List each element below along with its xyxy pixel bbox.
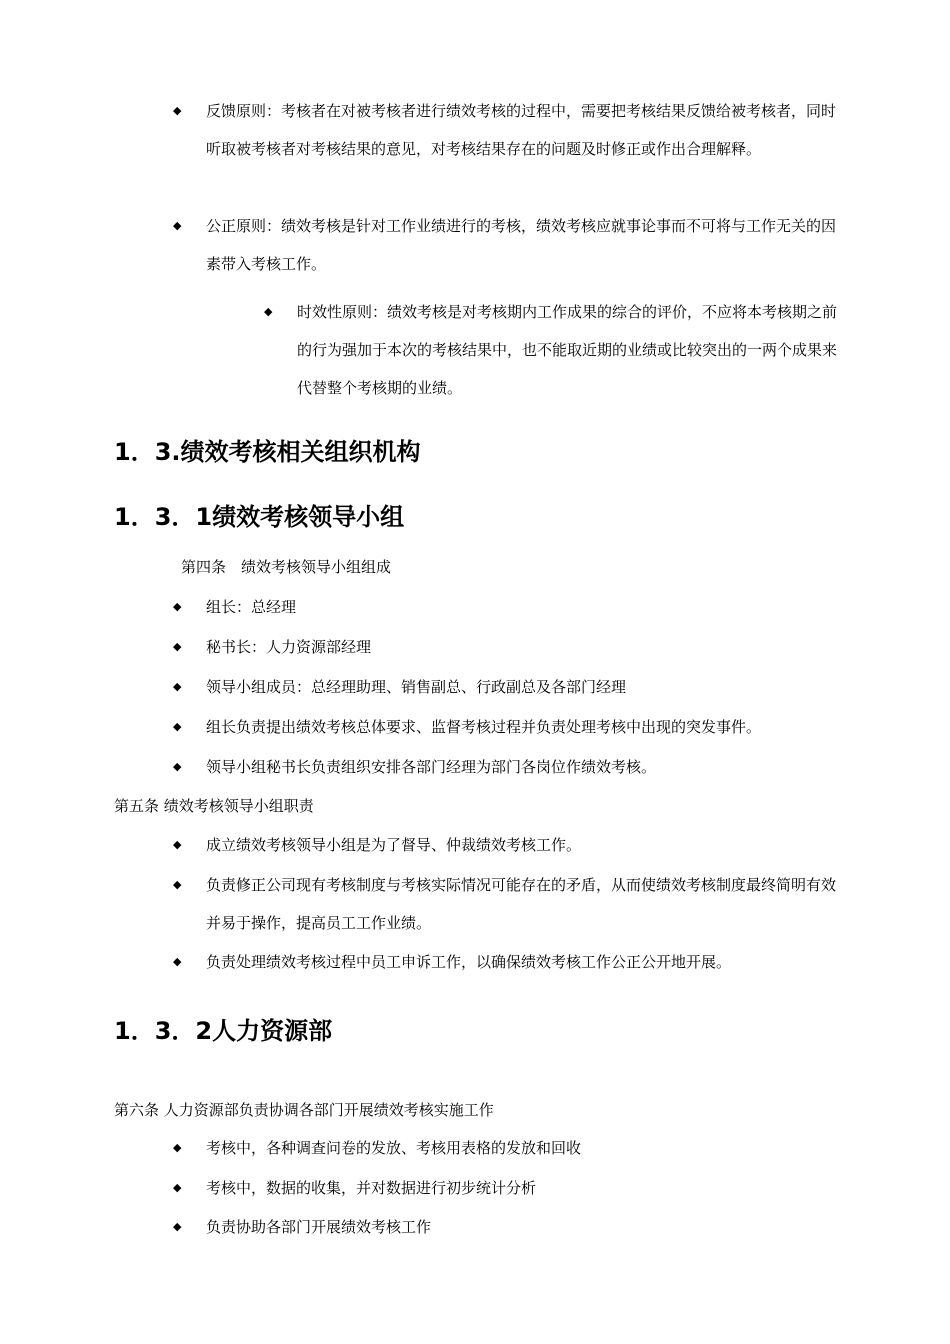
section-heading: 1．3．1绩效考核领导小组: [114, 503, 405, 531]
list-item: [173, 637, 842, 657]
list-item-text: 公正原则：绩效考核是针对工作业绩进行的考核，绩效考核应就事论事而不可将与工作无关的因素带入考核工作。: [206, 217, 837, 273]
article-title: 第五条 绩效考核领导小组职责: [114, 797, 314, 815]
diamond-bullet-icon: ◆: [173, 955, 182, 968]
list-item: [173, 1217, 842, 1237]
diamond-bullet-icon: ◆: [173, 680, 182, 693]
section-heading: 1．3.绩效考核相关组织机构: [114, 438, 421, 466]
list-item: [173, 207, 842, 283]
list-item: [173, 597, 842, 617]
diamond-bullet-icon: ◆: [173, 1141, 182, 1154]
list-item: [173, 717, 842, 737]
list-item-text: 领导小组秘书长负责组织安排各部门经理为部门各岗位作绩效考核。: [206, 758, 657, 776]
section-heading: 1．3．2人力资源部: [114, 1017, 333, 1045]
list-item-text: 考核中，数据的收集，并对数据进行初步统计分析: [206, 1179, 537, 1197]
diamond-bullet-icon: ◆: [173, 1220, 182, 1233]
list-item: [173, 952, 842, 972]
diamond-bullet-icon: ◆: [173, 104, 182, 117]
diamond-bullet-icon: ◆: [173, 760, 182, 773]
list-item-text: 秘书长：人力资源部经理: [206, 638, 372, 656]
list-item: [264, 293, 842, 407]
diamond-bullet-icon: ◆: [173, 838, 182, 851]
list-item-text: 组长负责提出绩效考核总体要求、监督考核过程并负责处理考核中出现的突发事件。: [206, 718, 762, 736]
diamond-bullet-icon: ◆: [173, 1181, 182, 1194]
list-item-text: 负责协助各部门开展绩效考核工作: [206, 1218, 432, 1236]
list-item-text: 考核中，各种调查问卷的发放、考核用表格的发放和回收: [206, 1139, 582, 1157]
list-item-text: 反馈原则：考核者在对被考核者进行绩效考核的过程中，需要把考核结果反馈给被考核者，同时听取被考核者对考核结果的意见，对考核结果存在的问题及时修正或作出合理解释。: [206, 102, 837, 158]
list-item-text: 领导小组成员：总经理助理、销售副总、行政副总及各部门经理: [206, 678, 627, 696]
list-item-text: 负责修正公司现有考核制度与考核实际情况可能存在的矛盾，从而使绩效考核制度最终简明有效并易于操作，提高员工工作业绩。: [206, 876, 837, 932]
list-item: [173, 92, 842, 168]
article-title: 第六条 人力资源部负责协调各部门开展绩效考核实施工作: [114, 1101, 494, 1119]
diamond-bullet-icon: ◆: [173, 219, 182, 232]
list-item: [173, 677, 842, 697]
list-item-text: 负责处理绩效考核过程中员工申诉工作，以确保绩效考核工作公正公开地开展。: [206, 953, 732, 971]
list-item-text: 时效性原则：绩效考核是对考核期内工作成果的综合的评价，不应将本考核期之前的行为强加于本次的考核结果中，也不能取近期的业绩或比较突出的一两个成果来代替整个考核期的业绩。: [297, 303, 838, 397]
list-item: [173, 1138, 842, 1158]
diamond-bullet-icon: ◆: [173, 720, 182, 733]
list-item-text: 成立绩效考核领导小组是为了督导、仲裁绩效考核工作。: [206, 836, 582, 854]
list-item: [173, 866, 842, 942]
article-title: 第四条 绩效考核领导小组组成: [181, 558, 392, 576]
diamond-bullet-icon: ◆: [173, 640, 182, 653]
list-item: [173, 757, 842, 777]
list-item: [173, 1178, 842, 1198]
list-item: [173, 835, 842, 855]
diamond-bullet-icon: ◆: [173, 878, 182, 891]
diamond-bullet-icon: ◆: [173, 600, 182, 613]
list-item-text: 组长：总经理: [206, 598, 297, 616]
diamond-bullet-icon: ◆: [264, 305, 273, 318]
